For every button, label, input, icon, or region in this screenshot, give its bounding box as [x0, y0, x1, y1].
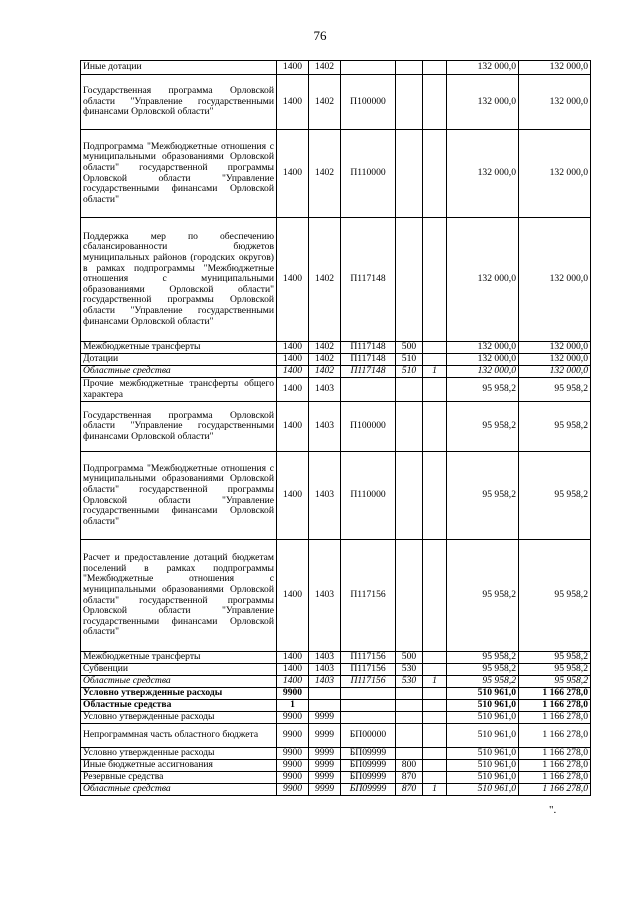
section-code-cell: 9900	[277, 724, 309, 748]
table-row	[81, 342, 591, 354]
expense-type-cell	[396, 402, 423, 452]
funding-source-cell	[423, 700, 447, 712]
expense-type-cell	[396, 61, 423, 75]
row-name-cell: Межбюджетные трансферты	[81, 652, 277, 664]
subsection-code-cell: 9999	[309, 724, 341, 748]
target-article-cell: БП09999	[341, 784, 396, 796]
table-row	[81, 664, 591, 676]
table-row	[81, 402, 591, 452]
amount-year2-cell: 95 958,2	[519, 378, 591, 402]
amount-year1-cell: 510 961,0	[447, 760, 519, 772]
expense-type-cell	[396, 688, 423, 700]
target-article-cell: П117156	[341, 664, 396, 676]
subsection-code-cell: 1402	[309, 130, 341, 218]
section-code-cell: 9900	[277, 688, 309, 700]
subsection-code-cell: 1402	[309, 75, 341, 130]
row-name-cell: Иные дотации	[81, 61, 277, 75]
amount-year2-cell: 1 166 278,0	[519, 712, 591, 724]
amount-year1-cell: 510 961,0	[447, 712, 519, 724]
amount-year1-cell: 510 961,0	[447, 700, 519, 712]
amount-year1-cell: 510 961,0	[447, 688, 519, 700]
row-name-cell: Государственная программа Орловской области "Управление государственными финансами Орловской области"	[81, 75, 277, 130]
closing-quote-mark: ".	[549, 804, 557, 816]
target-article-cell: П110000	[341, 452, 396, 540]
amount-year1-cell: 95 958,2	[447, 676, 519, 688]
section-code-cell: 1400	[277, 402, 309, 452]
amount-year2-cell: 95 958,2	[519, 452, 591, 540]
funding-source-cell	[423, 748, 447, 760]
table-row	[81, 700, 591, 712]
subsection-code-cell: 1402	[309, 61, 341, 75]
target-article-cell: П117148	[341, 218, 396, 342]
subsection-code-cell: 1403	[309, 540, 341, 652]
funding-source-cell	[423, 218, 447, 342]
table-row	[81, 75, 591, 130]
row-name-cell: Дотации	[81, 354, 277, 366]
section-code-cell: 1400	[277, 540, 309, 652]
subsection-code-cell	[309, 688, 341, 700]
amount-year2-cell: 1 166 278,0	[519, 760, 591, 772]
subsection-code-cell: 1403	[309, 402, 341, 452]
table-row	[81, 61, 591, 75]
amount-year2-cell: 1 166 278,0	[519, 688, 591, 700]
amount-year2-cell: 132 000,0	[519, 75, 591, 130]
section-code-cell: 1400	[277, 366, 309, 378]
amount-year1-cell: 132 000,0	[447, 61, 519, 75]
target-article-cell: БП09999	[341, 760, 396, 772]
section-code-cell: 9900	[277, 748, 309, 760]
amount-year2-cell: 132 000,0	[519, 366, 591, 378]
subsection-code-cell: 1402	[309, 218, 341, 342]
funding-source-cell	[423, 75, 447, 130]
table-row	[81, 540, 591, 652]
expense-type-cell	[396, 218, 423, 342]
funding-source-cell	[423, 61, 447, 75]
funding-source-cell	[423, 688, 447, 700]
amount-year2-cell: 95 958,2	[519, 664, 591, 676]
section-code-cell: 1400	[277, 130, 309, 218]
funding-source-cell	[423, 402, 447, 452]
section-code-cell: 1400	[277, 354, 309, 366]
subsection-code-cell: 9999	[309, 760, 341, 772]
row-name-cell: Непрограммная часть областного бюджета	[81, 724, 277, 748]
table-body	[81, 61, 591, 796]
target-article-cell: П110000	[341, 130, 396, 218]
amount-year2-cell: 132 000,0	[519, 130, 591, 218]
amount-year2-cell: 1 166 278,0	[519, 772, 591, 784]
amount-year1-cell: 95 958,2	[447, 652, 519, 664]
target-article-cell: П100000	[341, 402, 396, 452]
funding-source-cell	[423, 378, 447, 402]
section-code-cell: 1400	[277, 61, 309, 75]
funding-source-cell	[423, 342, 447, 354]
funding-source-cell: 1	[423, 366, 447, 378]
table-row	[81, 354, 591, 366]
funding-source-cell: 1	[423, 676, 447, 688]
expense-type-cell	[396, 724, 423, 748]
amount-year1-cell: 95 958,2	[447, 452, 519, 540]
target-article-cell: П117156	[341, 540, 396, 652]
row-name-cell: Условно утвержденные расходы	[81, 748, 277, 760]
amount-year2-cell: 95 958,2	[519, 540, 591, 652]
table-row	[81, 130, 591, 218]
expense-type-cell: 500	[396, 342, 423, 354]
table-row	[81, 652, 591, 664]
row-name-cell: Межбюджетные трансферты	[81, 342, 277, 354]
amount-year2-cell: 1 166 278,0	[519, 724, 591, 748]
target-article-cell: П100000	[341, 75, 396, 130]
amount-year2-cell: 132 000,0	[519, 61, 591, 75]
subsection-code-cell: 9999	[309, 748, 341, 760]
target-article-cell	[341, 712, 396, 724]
funding-source-cell	[423, 664, 447, 676]
table-row	[81, 688, 591, 700]
row-name-cell: Подпрограмма "Межбюджетные отношения с муниципальными образованиями Орловской области" государственной программы Орловской области "Управление государственными финансами Орловской области"	[81, 130, 277, 218]
subsection-code-cell: 1402	[309, 342, 341, 354]
section-code-cell: 9900	[277, 760, 309, 772]
subsection-code-cell: 1403	[309, 676, 341, 688]
target-article-cell: БП09999	[341, 772, 396, 784]
amount-year2-cell: 95 958,2	[519, 402, 591, 452]
expense-type-cell: 510	[396, 354, 423, 366]
expense-type-cell: 800	[396, 760, 423, 772]
table-row	[81, 452, 591, 540]
row-name-cell: Субвенции	[81, 664, 277, 676]
subsection-code-cell: 1403	[309, 664, 341, 676]
expense-type-cell	[396, 712, 423, 724]
expense-type-cell	[396, 540, 423, 652]
amount-year1-cell: 510 961,0	[447, 772, 519, 784]
target-article-cell: П117148	[341, 342, 396, 354]
table-row	[81, 760, 591, 772]
amount-year1-cell: 510 961,0	[447, 748, 519, 760]
row-name-cell: Иные бюджетные ассигнования	[81, 760, 277, 772]
expense-type-cell	[396, 748, 423, 760]
expense-type-cell	[396, 130, 423, 218]
table-row	[81, 784, 591, 796]
table-row	[81, 724, 591, 748]
table-row	[81, 748, 591, 760]
expense-type-cell: 510	[396, 366, 423, 378]
section-code-cell: 1400	[277, 342, 309, 354]
amount-year1-cell: 132 000,0	[447, 130, 519, 218]
funding-source-cell	[423, 652, 447, 664]
row-name-cell: Областные средства	[81, 784, 277, 796]
target-article-cell: П117148	[341, 354, 396, 366]
amount-year1-cell: 132 000,0	[447, 366, 519, 378]
amount-year1-cell: 132 000,0	[447, 342, 519, 354]
amount-year1-cell: 132 000,0	[447, 218, 519, 342]
amount-year1-cell: 95 958,2	[447, 378, 519, 402]
section-code-cell: 9900	[277, 784, 309, 796]
funding-source-cell	[423, 354, 447, 366]
funding-source-cell	[423, 760, 447, 772]
row-name-cell: Областные средства	[81, 366, 277, 378]
subsection-code-cell: 1402	[309, 354, 341, 366]
target-article-cell	[341, 378, 396, 402]
table-row	[81, 378, 591, 402]
page-number: 76	[313, 28, 327, 43]
target-article-cell: БП09999	[341, 748, 396, 760]
funding-source-cell	[423, 772, 447, 784]
target-article-cell: БП00000	[341, 724, 396, 748]
target-article-cell	[341, 688, 396, 700]
amount-year2-cell: 95 958,2	[519, 652, 591, 664]
amount-year1-cell: 95 958,2	[447, 540, 519, 652]
target-article-cell	[341, 700, 396, 712]
table-row	[81, 676, 591, 688]
expense-type-cell: 530	[396, 676, 423, 688]
row-name-cell: Поддержка мер по обеспечению сбалансированности бюджетов муниципальных районов (городских округов) в рамках подпрограммы "Межбюджетные отношения с муниципальными образованиями Орловской области" государственной программы Орловской области "Управление государственными финансами Орловской области"	[81, 218, 277, 342]
subsection-code-cell: 9999	[309, 784, 341, 796]
subsection-code-cell: 1403	[309, 378, 341, 402]
amount-year1-cell: 510 961,0	[447, 784, 519, 796]
amount-year2-cell: 1 166 278,0	[519, 700, 591, 712]
section-code-cell: 1400	[277, 652, 309, 664]
subsection-code-cell: 1402	[309, 366, 341, 378]
amount-year2-cell: 1 166 278,0	[519, 784, 591, 796]
target-article-cell: П117156	[341, 676, 396, 688]
amount-year2-cell: 95 958,2	[519, 676, 591, 688]
section-code-cell: 1400	[277, 664, 309, 676]
expense-type-cell	[396, 700, 423, 712]
amount-year1-cell: 95 958,2	[447, 402, 519, 452]
subsection-code-cell: 9999	[309, 712, 341, 724]
expense-type-cell	[396, 75, 423, 130]
amount-year2-cell: 1 166 278,0	[519, 748, 591, 760]
section-code-cell: 9900	[277, 772, 309, 784]
row-name-cell: Государственная программа Орловской области "Управление государственными финансами Орловской области"	[81, 402, 277, 452]
table-row	[81, 366, 591, 378]
section-code-cell: 1400	[277, 378, 309, 402]
amount-year1-cell: 132 000,0	[447, 354, 519, 366]
amount-year1-cell: 95 958,2	[447, 664, 519, 676]
row-name-cell: Условно утвержденные расходы	[81, 688, 277, 700]
amount-year1-cell: 132 000,0	[447, 75, 519, 130]
expense-type-cell	[396, 378, 423, 402]
table-row	[81, 772, 591, 784]
table-row	[81, 712, 591, 724]
expense-type-cell: 870	[396, 784, 423, 796]
expense-type-cell: 530	[396, 664, 423, 676]
row-name-cell: Условно утвержденные расходы	[81, 712, 277, 724]
funding-source-cell	[423, 452, 447, 540]
row-name-cell: Прочие межбюджетные трансферты общего характера	[81, 378, 277, 402]
amount-year2-cell: 132 000,0	[519, 354, 591, 366]
amount-year2-cell: 132 000,0	[519, 218, 591, 342]
funding-source-cell: 1	[423, 784, 447, 796]
funding-source-cell	[423, 724, 447, 748]
row-name-cell: Подпрограмма "Межбюджетные отношения с муниципальными образованиями Орловской области" государственной программы Орловской области "Управление государственными финансами Орловской области"	[81, 452, 277, 540]
row-name-cell: Резервные средства	[81, 772, 277, 784]
amount-year2-cell: 132 000,0	[519, 342, 591, 354]
subsection-code-cell	[309, 700, 341, 712]
expense-type-cell: 870	[396, 772, 423, 784]
funding-source-cell	[423, 130, 447, 218]
target-article-cell	[341, 61, 396, 75]
row-name-cell: Областные средства	[81, 700, 277, 712]
section-code-cell: 1400	[277, 218, 309, 342]
amount-year1-cell: 510 961,0	[447, 724, 519, 748]
subsection-code-cell: 9999	[309, 772, 341, 784]
funding-source-cell	[423, 712, 447, 724]
target-article-cell: П117156	[341, 652, 396, 664]
row-name-cell: Расчет и предоставление дотаций бюджетам поселений в рамках подпрограммы "Межбюджетные отношения с муниципальными образованиями Орловской области" государственной программы Орловской области "Управление государственными финансами Орловской области"	[81, 540, 277, 652]
expense-type-cell: 500	[396, 652, 423, 664]
section-code-cell: 9900	[277, 712, 309, 724]
table-row	[81, 218, 591, 342]
expense-type-cell	[396, 452, 423, 540]
row-name-cell: Областные средства	[81, 676, 277, 688]
funding-source-cell	[423, 540, 447, 652]
section-code-cell: 1	[277, 700, 309, 712]
budget-table	[80, 60, 591, 796]
section-code-cell: 1400	[277, 676, 309, 688]
section-code-cell: 1400	[277, 75, 309, 130]
section-code-cell: 1400	[277, 452, 309, 540]
subsection-code-cell: 1403	[309, 652, 341, 664]
target-article-cell: П117148	[341, 366, 396, 378]
subsection-code-cell: 1403	[309, 452, 341, 540]
